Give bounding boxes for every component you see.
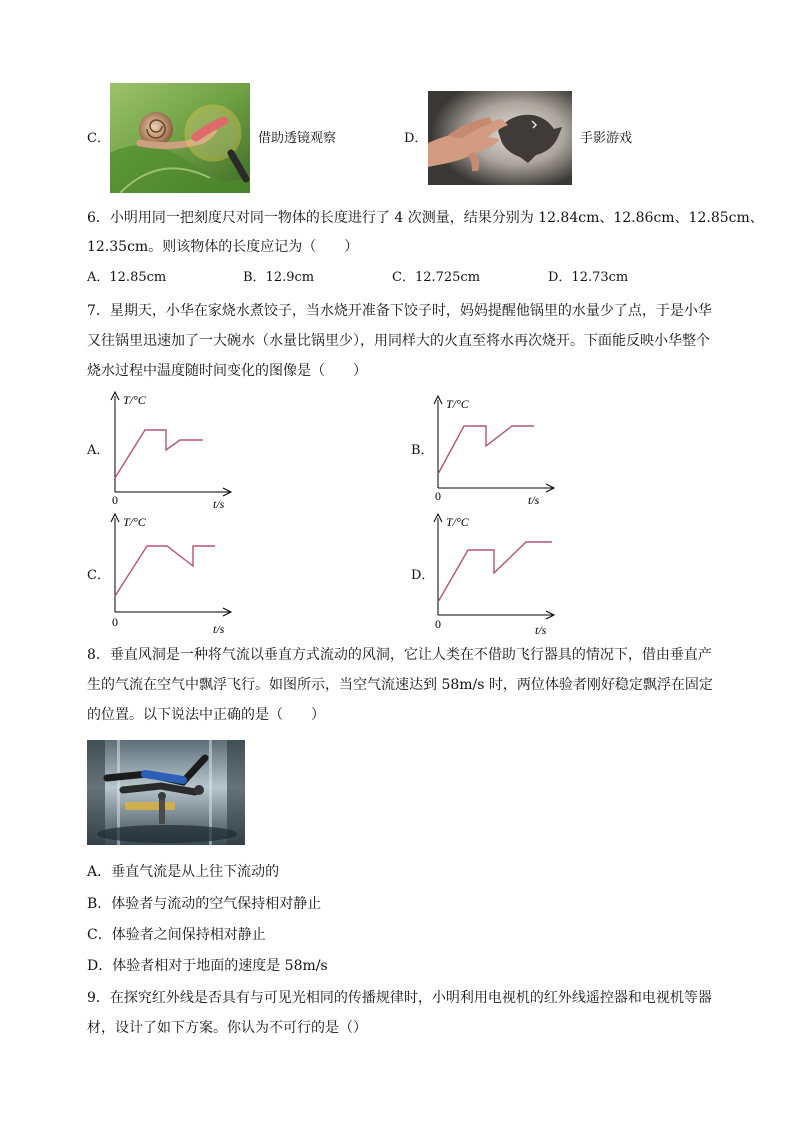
graph-c-label: C． (87, 568, 110, 583)
snail-magnifier-photo (110, 83, 250, 193)
q6-text-line-1: 6．小明用同一把刻度尺对同一物体的长度进行了 4 次测量，结果分别为 12.84cm、12.86cm、12.85cm、 (87, 210, 764, 226)
option-c-label: C． (87, 131, 110, 146)
graph-b-ylabel: T/°C (446, 397, 469, 411)
graph-b-curve (438, 426, 534, 474)
hand-shadow-illustration (428, 91, 572, 185)
q6-text-line-2: 12.35cm。则该物体的长度应记为（ ） (87, 239, 359, 255)
graph-c-xlabel: t/s (213, 622, 225, 635)
graph-b-origin: 0 (435, 489, 441, 503)
graph-c-origin: 0 (112, 615, 118, 629)
option-d-label: D． (404, 131, 428, 146)
graph-d-curve (438, 542, 552, 602)
graph-b-label: B． (411, 443, 434, 458)
q8-option-b: B．体验者与流动的空气保持相对静止 (87, 896, 322, 912)
graph-a (105, 388, 235, 513)
graph-a-label: A． (87, 443, 110, 458)
q7-text-line-2: 又往锅里迅速加了一大碗水（水量比锅里少），用同样大的火直至将水再次烧开。下面能反映小华整个 (87, 333, 710, 349)
graph-d-xlabel: t/s (535, 623, 547, 635)
q8-text-line-2: 生的气流在空气中飘浮飞行。如图所示，当空气流速达到 58m/s 时，两位体验者刚好稳定飘浮在固定 (87, 677, 713, 693)
wind-tunnel-illustration (87, 740, 245, 845)
graph-a-xlabel: t/s (213, 497, 225, 511)
graph-d-label: D． (411, 568, 435, 583)
wind-tunnel-photo (87, 740, 245, 845)
option-d-caption: 手影游戏 (580, 131, 633, 146)
graph-c-ylabel: T/°C (123, 515, 146, 529)
graph-c (105, 510, 235, 635)
graph-d (428, 510, 558, 635)
q6-option-a: A．12.85cm (87, 270, 167, 285)
q6-option-d: D．12.73cm (548, 270, 629, 285)
graph-c-curve (115, 546, 215, 596)
q6-option-c: C．12.725cm (392, 270, 481, 285)
q8-option-a: A．垂直气流是从上往下流动的 (87, 864, 280, 880)
graph-a-ylabel: T/°C (123, 393, 146, 407)
graph-a-curve (115, 430, 203, 478)
graph-d-origin: 0 (435, 617, 441, 631)
q8-text-line-3: 的位置。以下说法中正确的是（ ） (87, 707, 325, 723)
q9-text-line-1: 9．在探究红外线是否具有与可见光相同的传播规律时，小明利用电视机的红外线遥控器和电视机等器 (87, 990, 712, 1006)
q6-option-b: B．12.9cm (243, 270, 315, 285)
graph-d-ylabel: T/°C (446, 515, 469, 529)
snail-magnifier-illustration (110, 83, 250, 193)
q8-option-d: D．体验者相对于地面的速度是 58m/s (87, 958, 328, 974)
graph-b-xlabel: t/s (528, 493, 540, 507)
q8-text-line-1: 8．垂直风洞是一种将气流以垂直方式流动的风洞，它让人类在不借助飞行器具的情况下，借由垂直产 (87, 647, 712, 663)
option-c-caption: 借助透镜观察 (258, 131, 337, 146)
graph-a-origin: 0 (112, 493, 118, 507)
q8-option-c: C．体验者之间保持相对静止 (87, 927, 266, 943)
q7-text-line-1: 7．星期天，小华在家烧水煮饺子，当水烧开准备下饺子时，妈妈提醒他锅里的水量少了点，于是小华 (87, 303, 712, 319)
graph-b (428, 392, 558, 517)
hand-shadow-photo (428, 91, 572, 185)
q7-text-line-3: 烧水过程中温度随时间变化的图像是（ ） (87, 363, 367, 379)
q9-text-line-2: 材，设计了如下方案。你认为不可行的是（） (87, 1020, 367, 1036)
